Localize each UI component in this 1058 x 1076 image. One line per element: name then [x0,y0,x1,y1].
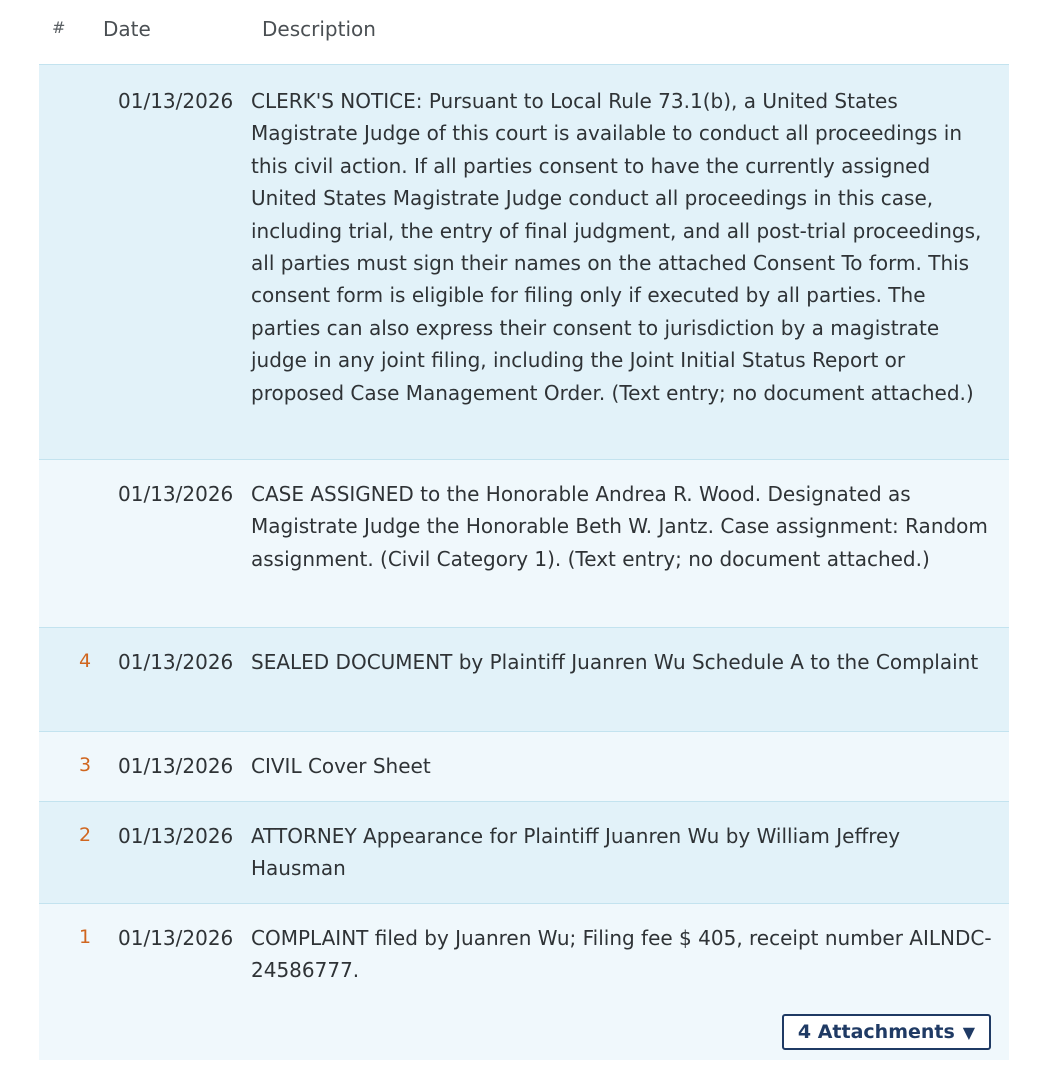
column-header-number: # [52,18,66,37]
column-header-description: Description [262,17,376,41]
entry-date: 01/13/2026 [118,89,234,113]
docket-row [39,801,1009,903]
entry-description: CASE ASSIGNED to the Honorable Andrea R. Wood. Designated as Magistrate Judge the Honorable Beth W. Jantz. Case assignment: Random assignment. (Civil Category 1). (Text entry; no document attached.) [251,482,988,571]
docket-row [39,64,1009,459]
docket-table [39,64,1009,1060]
entry-description: COMPLAINT filed by Juanren Wu; Filing fee $ 405, receipt number AILNDC-24586777. [251,926,992,983]
entry-date: 01/13/2026 [118,482,234,506]
caret-down-icon: ▼ [962,1022,976,1042]
entry-description: CIVIL Cover Sheet [251,754,431,778]
entry-number[interactable]: 3 [78,754,92,776]
entry-date: 01/13/2026 [118,650,234,674]
attachments-button-label: 4 Attachments [797,1021,955,1043]
docket-row [39,731,1009,801]
entry-date: 01/13/2026 [118,754,234,778]
docket-row [39,903,1009,1060]
column-header-date: Date [103,17,151,41]
attachments-dropdown-button[interactable] [782,1014,991,1050]
entry-description: SEALED DOCUMENT by Plaintiff Juanren Wu Schedule A to the Complaint [251,650,979,674]
entry-number[interactable]: 4 [78,650,92,672]
entry-date: 01/13/2026 [118,926,234,950]
entry-description: ATTORNEY Appearance for Plaintiff Juanren Wu by William Jeffrey Hausman [251,824,901,881]
entry-description: CLERK'S NOTICE: Pursuant to Local Rule 73.1(b), a United States Magistrate Judge of this court is available to conduct all proceedings in this civil action. If all parties consent to have the currently assigned United States Magistrate Judge conduct all proceedings in this case, including trial, the entry of final judgment, and all post-trial proceedings, all parties must sign their names on the attached Consent To form. This consent form is eligible for filing only if executed by all parties. The parties can also express their consent to jurisdiction by a magistrate judge in any joint filing, including the Joint Initial Status Report or proposed Case Management Order. (Text entry; no document attached.) [251,89,982,405]
docket-row [39,459,1009,627]
entry-date: 01/13/2026 [118,824,234,848]
docket-row [39,627,1009,731]
entry-number[interactable]: 2 [78,824,92,846]
entry-number[interactable]: 1 [78,926,92,948]
table-header [0,0,1058,64]
